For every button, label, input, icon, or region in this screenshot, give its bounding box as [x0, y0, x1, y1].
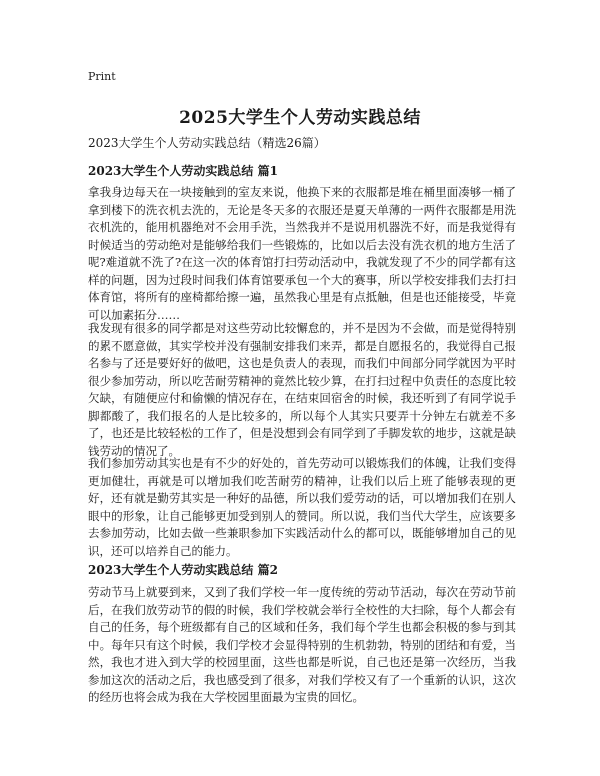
paragraph-1-2: 我发现有很多的同学都是对这些劳动比较懈怠的，并不是因为不会做，而是觉得特别的累不愿意做，其实学校并没有强制安排我们来弄，都是自愿报名的，我觉得自己报名参与了还是要好好的做吧，这也是负责人的表现，而我们中间部分同学就因为平时很少参加劳动，所以吃苦耐劳精神的竟然比较少算，在打扫过程中负责任的态度比较欠缺，有随便应付和偷懒的情况存在，在结束回宿舍的时候，我还听到了有同学说手脚都酸了，我们报名的人是比较多的，所以每个人其实只要弄十分钟左右就差不多了，也还是比较轻松的工作了，但是没想到会有同学到了手脚发软的地步，这就是缺钱劳动的情况了。	[88, 321, 516, 458]
paragraph-2-1: 劳动节马上就要到来，又到了我们学校一年一度传统的劳动节活动，每次在劳动节前后，在我们放劳动节的假的时候，我们学校就会举行全校性的大扫除，每个人都会有自己的任务，每个班级都有自己的区域和任务，我们每个学生也都会积极的参与到其中。每年只有这个时候，我们学校才会显得特别的生机勃勃，特别的团结和有爱，当然，我也才进入到大学的校园里面，这些也都是听说，自己也还是第一次经历，当我参加这次的活动之后，我也感受到了很多，对我们学校又有了一个重新的认识，这次的经历也将会成为我在大学校园里面最为宝贵的回忆。	[88, 585, 516, 704]
section-heading-1: 2023大学生个人劳动实践总结 篇1	[88, 164, 278, 178]
section-heading-2: 2023大学生个人劳动实践总结 篇2	[88, 563, 278, 577]
paragraph-1-1: 拿我身边每天在一块接触到的室友来说，他换下来的衣服都是堆在桶里面凑够一桶了拿到楼下的洗衣机去洗的，无论是冬天多的衣服还是夏天单薄的一两件衣服都是用洗衣机洗的，能用机器绝对不会用手洗，当然我并不是说用机器洗不好，而是我觉得有时候适当的劳动绝对是能够给我们一些锻炼的，比如以后去没有洗衣机的地方生活了呢?难道就不洗了?在这一次的体育馆打扫劳动活动中，我就发现了不少的同学都有这样的问题，因为过段时间我们体育馆要承包一个大的赛事，所以学校安排我们去打扫体育馆，将所有的座椅都给擦一遍，虽然我心里是有点抵触，但是也还能接受，毕竟可以加素拓分……	[88, 185, 516, 322]
page-title: 2025大学生个人劳动实践总结	[179, 108, 421, 128]
paragraph-1-3: 我们参加劳动其实也是有不少的好处的，首先劳动可以锻炼我们的体魄，让我们变得更加健壮，再就是可以增加我们吃苦耐劳的精神，让我们以后上班了能够表现的更好，还有就是勤劳其实是一种好的品德，所以我们爱劳动的话，可以增加我们在别人眼中的形象，让自己能够更加受到别人的赞同。所以说，我们当代大学生，应该要多去参加劳动，比如去做一些兼职参加下实践活动什么的都可以，既能够增加自己的见识，还可以培养自己的能力。	[88, 456, 516, 558]
print-label[interactable]: Print	[88, 70, 116, 83]
document-subtitle: 2023大学生个人劳动实践总结（精选26篇）	[88, 136, 326, 150]
